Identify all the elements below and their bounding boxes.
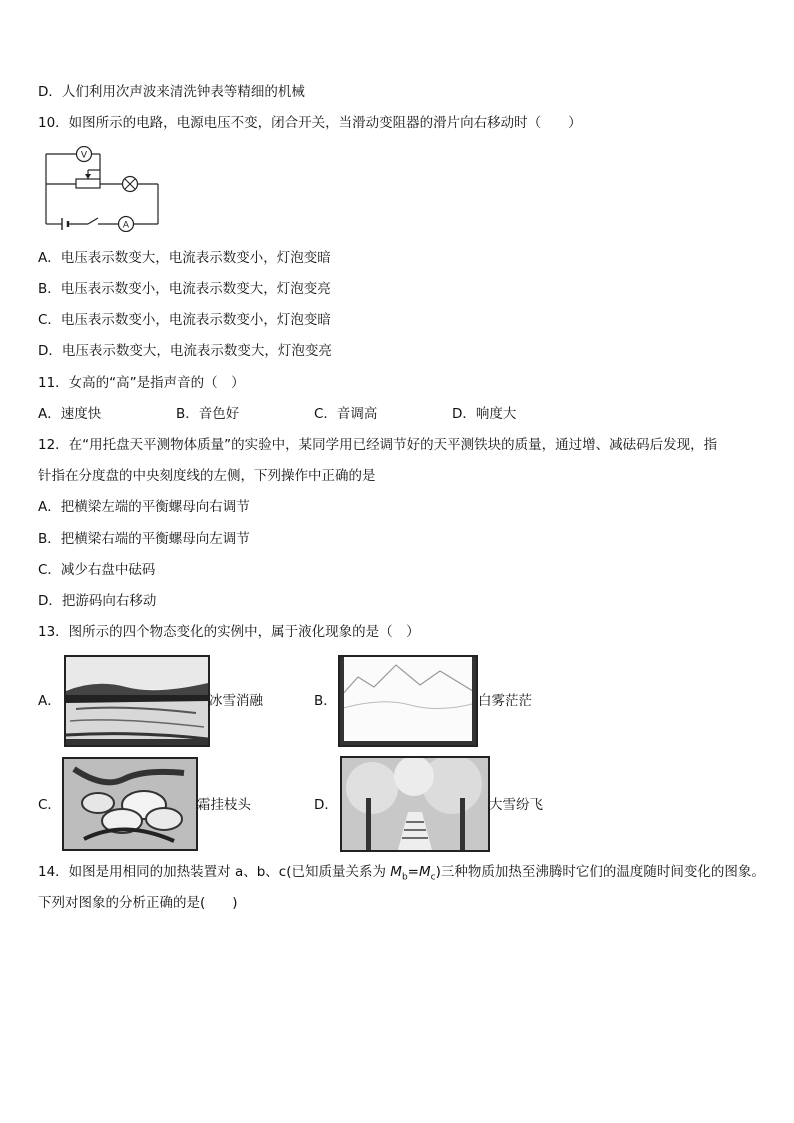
q11-option-b: B．音色好 bbox=[176, 406, 240, 422]
q13-option-a-letter: A． bbox=[38, 693, 61, 709]
q11-options bbox=[38, 405, 516, 423]
rheostat-slider-icon bbox=[85, 174, 91, 179]
q14-mass-b: M bbox=[390, 864, 402, 880]
q10-option-b: B．电压表示数变小，电流表示数变大，灯泡变亮 bbox=[38, 281, 331, 297]
q14-eq: = bbox=[407, 864, 419, 880]
q14-stem-line1 bbox=[38, 863, 765, 887]
circuit-svg bbox=[40, 146, 164, 232]
q11-stem: 11．女高的“高”是指声音的（ ） bbox=[38, 375, 245, 391]
q13-option-c-photo bbox=[62, 757, 198, 851]
q12-option-d: D．把游码向右移动 bbox=[38, 593, 157, 609]
q11-option-d: D．响度大 bbox=[452, 406, 517, 422]
ammeter-label: A bbox=[122, 220, 130, 231]
q13-option-b-caption: 白雾茫茫 bbox=[478, 693, 532, 709]
q13-stem: 13．图所示的四个物态变化的实例中，属于液化现象的是（ ） bbox=[38, 624, 420, 640]
q12-stem-line1: 12．在“用托盘天平测物体质量”的实验中，某同学用已经调节好的天平测铁块的质量，通过增、减砝码后发现，指 bbox=[38, 437, 718, 453]
q14-stem-after: )三种物质加热至沸腾时它们的温度随时间变化的图象。 bbox=[435, 864, 765, 880]
q10-stem: 10．如图所示的电路，电源电压不变，闭合开关，当滑动变阻器的滑片向右移动时（ ） bbox=[38, 115, 582, 131]
q12-option-a: A．把横梁左端的平衡螺母向右调节 bbox=[38, 499, 250, 515]
q14-stem-before: 14．如图是用相同的加热装置对 a、b、c(已知质量关系为 bbox=[38, 864, 391, 880]
q13-option-d-letter: D． bbox=[314, 797, 338, 813]
q13-option-c-letter: C． bbox=[38, 797, 61, 813]
q14-mass-c: M bbox=[418, 864, 431, 880]
q10-option-c: C．电压表示数变小，电流表示数变小，灯泡变暗 bbox=[38, 312, 331, 328]
q9-option-d: D．人们利用次声波来清洗钟表等精细的机械 bbox=[38, 84, 305, 100]
q12-option-b: B．把横梁右端的平衡螺母向左调节 bbox=[38, 531, 250, 547]
q11-option-a: A．速度快 bbox=[38, 406, 102, 422]
q14-sub-c: c bbox=[430, 872, 436, 883]
q14-sub-b: b bbox=[401, 872, 408, 883]
q13-option-a-caption: 冰雪消融 bbox=[209, 693, 263, 709]
q10-circuit-diagram bbox=[40, 146, 164, 232]
q13-option-d-caption: 大雪纷飞 bbox=[489, 797, 543, 813]
q12-stem-line2: 针指在分度盘的中央刻度线的左侧，下列操作中正确的是 bbox=[38, 468, 376, 484]
q13-option-b-letter: B． bbox=[314, 693, 337, 709]
q10-option-a: A．电压表示数变大，电流表示数变小，灯泡变暗 bbox=[38, 250, 331, 266]
q13-option-a-photo bbox=[64, 655, 210, 747]
q13-option-c-caption: 霜挂枝头 bbox=[197, 797, 251, 813]
voltmeter-label: V bbox=[80, 150, 88, 161]
q14-stem-line2: 下列对图象的分析正确的是( ) bbox=[38, 895, 238, 911]
q12-option-c: C．减少右盘中砝码 bbox=[38, 562, 156, 578]
q10-option-d: D．电压表示数变大，电流表示数变大，灯泡变亮 bbox=[38, 343, 332, 359]
q13-option-d-photo bbox=[340, 756, 490, 852]
q13-option-b-photo bbox=[338, 655, 478, 747]
q11-option-c: C．音调高 bbox=[314, 406, 378, 422]
